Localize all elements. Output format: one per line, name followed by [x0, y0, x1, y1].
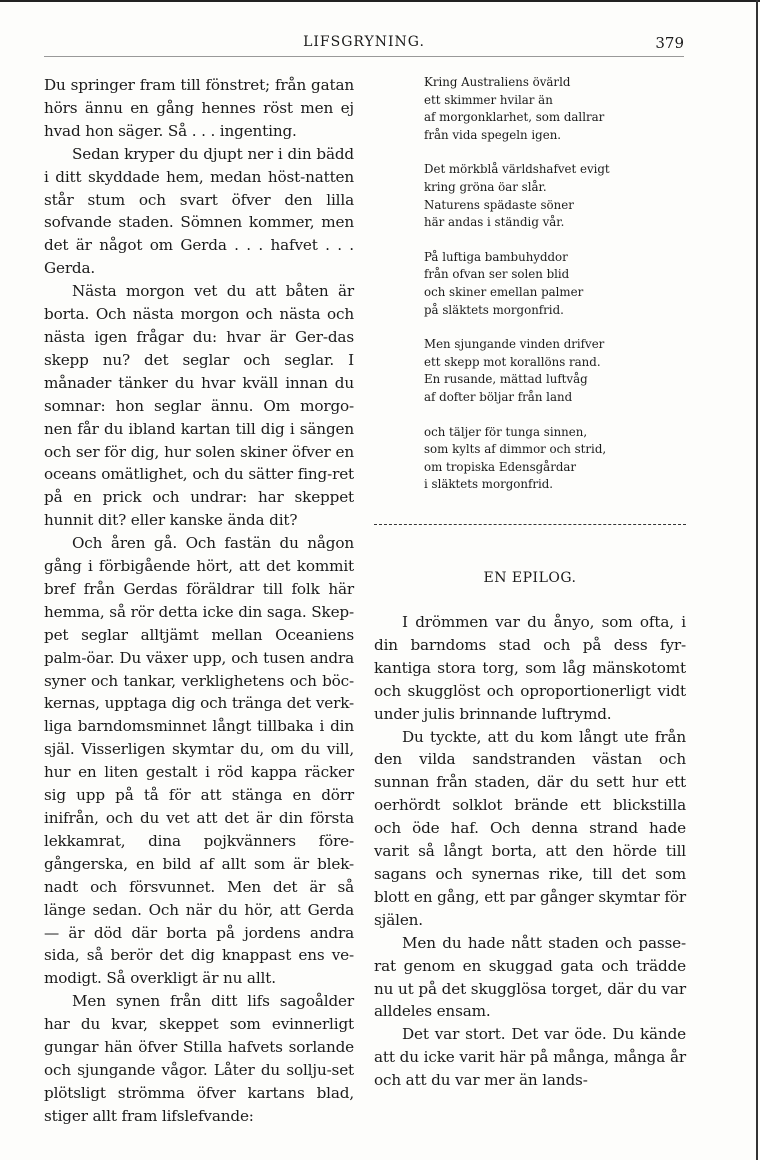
poem-line: Kring Australiens övärld — [424, 75, 571, 89]
paragraph: Du tyckte, att du kom långt ute från den vilda sandstranden västan och sunnan från staden, där du sett hur ett oerhördt solklot brände ett blickstilla och öde haf. Och denna strand hade varit så långt borta, att den hörde till sagans och synernas rike, till det som blott en gång, ett par gånger skymtar för själen. — [374, 727, 686, 929]
epilog-column — [374, 611, 686, 1092]
paragraph: Du springer fram till fönstret; från gatan hörs ännu en gång hennes röst men ej hvad hon säger. Så . . . ingenting. — [44, 76, 354, 140]
left-column — [44, 74, 354, 1128]
header-rule — [44, 56, 684, 57]
poem-line: här andas i ständig vår. — [424, 215, 565, 230]
poem-line: af morgonklarhet, som dallrar — [424, 110, 605, 125]
poem-line: ett skimmer hvilar än — [424, 92, 553, 107]
paragraph: I drömmen var du ånyo, som ofta, i din barndoms stad och på dess fyr-kantiga stora torg, som låg mänskotomt och skugglöst och oproportionerligt vidt under julis brinnande luftrymd. — [374, 613, 686, 723]
poem-line: om tropiska Edensgårdar — [424, 459, 577, 474]
paragraph: Nästa morgon vet du att båten är borta. Och nästa morgon och nästa och nästa igen frågar du: hvar är Ger-das skepp nu? det seglar och seglar. I månader tänker du hvar kväll innan du somnar: hon seglar ännu. Om morgo-nen får du ibland kartan till dig i sängen och ser för dig, hur solen skiner öfver en oceans omätlighet, och du sätter fing-ret på en prick och undrar: har skeppet hunnit dit? eller kanske ända dit? — [44, 282, 354, 530]
poem-line: Men sjungande vinden drifver — [424, 337, 605, 352]
page-number: 379 — [655, 34, 684, 52]
paragraph: Men synen från ditt lifs sagoålder har du kvar, skeppet som evinnerligt gungar hän öfver Stilla hafvets sorlande och sjungande vågor. Låter du sollju-set plötsligt strömma öfver kartans blad, stiger allt fram lifslefvande: — [44, 992, 354, 1125]
poem-stanza — [424, 74, 694, 144]
paragraph: Och åren gå. Och fastän du någon gång i förbigående hört, att det kommit bref från Gerdas föräldrar till folk här hemma, så rör detta icke din saga. Skep-pet seglar alltjämt mellan Oceaniens palm-öar. Du växer upp, och tusen andra syner och tankar, verklighetens och böc-kernas, upptaga dig och tränga det verk-liga barndomsminnet långt tillbaka i din själ. Visserligen skymtar du, om du vill, hur en liten gestalt i röd kappa räcker sig upp på tå för att stänga en dörr inifrån, och du vet att det är din första lekkamrat, dina pojkvänners före-gångerska, en bild af allt som är blek-nadt och försvunnet. Men det är så länge sedan. Och när du hör, att Gerda — är död där borta på jordens andra sida, så berör det dig knappast ens ve-modigt. Så overkligt är nu allt. — [44, 534, 354, 988]
poem-line: På luftiga bambuhyddor — [424, 249, 568, 264]
running-title: LIFSGRYNING. — [303, 34, 425, 50]
poem-line: kring gröna öar slår. — [424, 179, 547, 194]
poem-stanza — [424, 424, 694, 494]
poem-stanza — [424, 336, 694, 406]
scan-edge-right — [756, 0, 758, 1160]
poem-stanza — [424, 161, 694, 231]
poem-line: från vida spegeln igen. — [424, 127, 562, 142]
poem-line: ett skepp mot korallöns rand. — [424, 354, 601, 369]
poem-line: af dofter böljar från land — [424, 389, 573, 404]
poem-stanza — [424, 249, 694, 319]
running-header — [44, 34, 684, 54]
poem-line: som kylts af dimmor och strid, — [424, 442, 607, 457]
section-title: EN EPILOG. — [483, 570, 577, 586]
section-divider — [374, 524, 686, 525]
poem-line: och täljer för tunga sinnen, — [424, 424, 588, 439]
poem — [424, 74, 694, 511]
poem-line: Naturens spädaste söner — [424, 197, 574, 212]
paragraph: Sedan kryper du djupt ner i din bädd i ditt skyddade hem, medan höst-natten står stum och svart öfver den lilla sofvande staden. Sömnen kommer, men det är något om Gerda . . . hafvet . . . Gerda. — [44, 144, 354, 278]
poem-line: från ofvan ser solen blid — [424, 267, 570, 282]
paragraph: Men du hade nått staden och passe-rat genom en skuggad gata och trädde nu ut på det skugglösa torget, där du var alldeles ensam. — [374, 933, 686, 1021]
poem-line: på släktets morgonfrid. — [424, 302, 564, 317]
scan-edge-top — [0, 0, 760, 2]
poem-line: En rusande, mättad luftvåg — [424, 372, 588, 387]
poem-line: och skiner emellan palmer — [424, 284, 584, 299]
poem-line: Det mörkblå världshafvet evigt — [424, 162, 610, 177]
paragraph: Det var stort. Det var öde. Du kände att du icke varit här på många, många år och att du var mer än lands- — [374, 1025, 686, 1090]
poem-line: i släktets morgonfrid. — [424, 477, 554, 492]
